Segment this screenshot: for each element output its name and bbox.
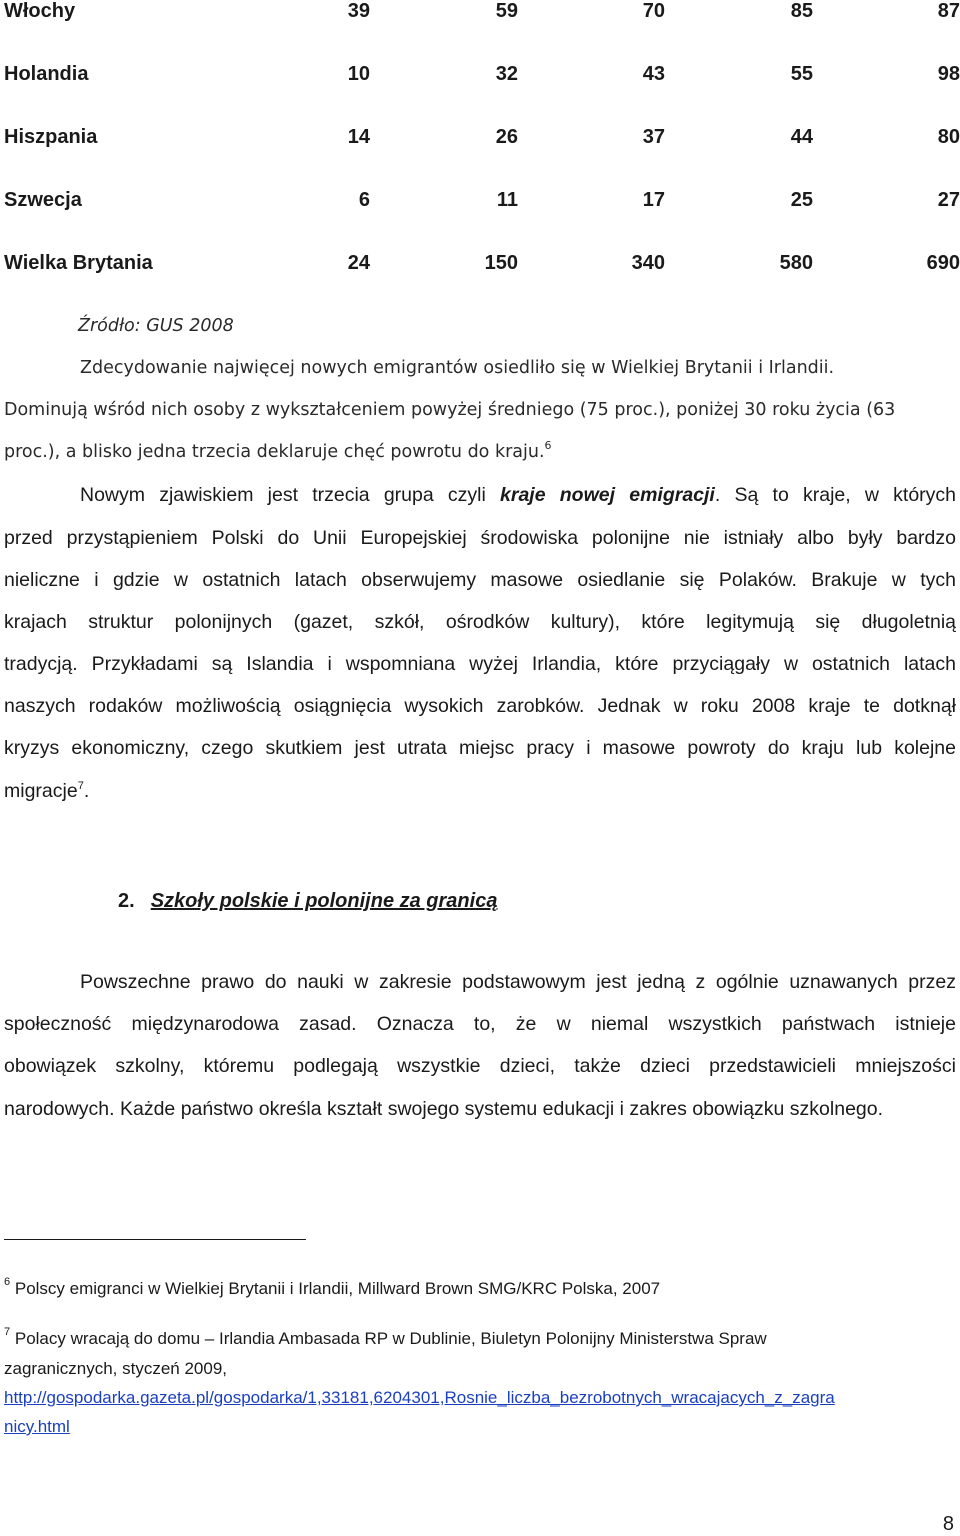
paragraph-line: nieliczne i gdzie w ostatnich latach obserwujemy masowe osiedlanie się Polaków. Brakuje w tych xyxy=(4,569,956,591)
footnote-text: Polscy emigranci w Wielkiej Brytanii i Irlandii, Millward Brown SMG/KRC Polska, 2007 xyxy=(14,1279,661,1298)
footnote-link[interactable]: nicy.html xyxy=(4,1417,70,1436)
table-row xyxy=(4,122,960,152)
section-heading xyxy=(118,886,497,916)
table-cell: 55 xyxy=(790,63,813,85)
paragraph-text: . Są to kraje, w których xyxy=(714,484,956,506)
paragraph-line: krajach struktur polonijnych (gazet, szkół, ośrodków kultury), które legitymują się długoletnią xyxy=(4,611,956,633)
paragraph-line xyxy=(4,438,552,466)
country-name: Holandia xyxy=(4,63,89,85)
country-name: Włochy xyxy=(4,0,76,22)
table-cell: 690 xyxy=(926,252,960,274)
footnote-text: Polacy wracają do domu – Irlandia Ambasada RP w Dublinie, Biuletyn Polonijny Ministerstwa Spraw xyxy=(14,1329,767,1348)
footnote-ref[interactable]: 7 xyxy=(77,780,84,792)
table-cell: 44 xyxy=(790,126,813,148)
paragraph-line: tradycją. Przykładami są Islandia i wspomniana wyżej Irlandia, które przyciągały w ostatnich latach xyxy=(4,653,956,675)
page-number: 8 xyxy=(942,1513,954,1535)
table-cell: 80 xyxy=(937,126,960,148)
table-cell: 6 xyxy=(358,189,370,211)
footnote-number: 7 xyxy=(4,1326,11,1338)
paragraph-line: obowiązek szkolny, któremu podlegają wszystkie dzieci, także dzieci przedstawicieli mniejszości xyxy=(4,1055,956,1077)
table-cell: 340 xyxy=(631,252,665,274)
footnote-link[interactable]: http://gospodarka.gazeta.pl/gospodarka/1,33181,6204301,Rosnie_liczba_bezrobotnych_wracajacych_z_zagra xyxy=(4,1388,835,1407)
table-cell: 24 xyxy=(347,252,370,274)
table-cell: 14 xyxy=(347,126,370,148)
paragraph-text: migracje xyxy=(4,780,78,802)
footnote-separator xyxy=(4,1239,306,1240)
footnote-6 xyxy=(4,1276,660,1302)
paragraph-line: Zdecydowanie najwięcej nowych emigrantów osiedliło się w Wielkiej Brytanii i Irlandii. xyxy=(80,358,835,378)
paragraph-line: społeczność międzynarodowa zasad. Oznacza to, że w niemal wszystkich państwach istnieje xyxy=(4,1013,956,1035)
table-cell: 59 xyxy=(495,0,518,22)
emphasis-text: kraje nowej emigracji xyxy=(500,484,715,506)
table-cell: 25 xyxy=(790,189,813,211)
table-cell: 10 xyxy=(347,63,370,85)
table-cell: 17 xyxy=(642,189,665,211)
table-row xyxy=(4,185,960,215)
footnote-ref[interactable]: 6 xyxy=(544,439,552,452)
footnote-7 xyxy=(4,1326,767,1352)
paragraph-text: . xyxy=(83,780,90,802)
table-cell: 43 xyxy=(642,63,665,85)
table-cell: 580 xyxy=(779,252,813,274)
paragraph-line: narodowych. Każde państwo określa kształt swojego systemu edukacji i zakres obowiązku szkolnego. xyxy=(4,1098,884,1120)
paragraph-line: Powszechne prawo do nauki w zakresie podstawowym jest jedną z ogólnie uznawanych przez xyxy=(80,971,956,993)
footnote-text-line: zagranicznych, styczeń 2009, xyxy=(4,1359,228,1378)
table-source: Źródło: GUS 2008 xyxy=(78,316,234,336)
table-cell: 26 xyxy=(495,126,518,148)
table-cell: 39 xyxy=(347,0,370,22)
section-title: Szkoły polskie i polonijne za granicą xyxy=(150,890,498,912)
footnote-number: 6 xyxy=(4,1276,11,1288)
section-number: 2. xyxy=(118,890,135,912)
table-cell: 37 xyxy=(642,126,665,148)
table-row xyxy=(4,59,960,89)
paragraph-line: Dominują wśród nich osoby z wykształceniem powyżej średniego (75 proc.), poniżej 30 roku życia (63 xyxy=(4,400,896,420)
table-cell: 70 xyxy=(642,0,665,22)
table-cell: 150 xyxy=(484,252,518,274)
table-cell: 32 xyxy=(495,63,518,85)
table-row xyxy=(4,0,960,26)
country-name: Wielka Brytania xyxy=(4,252,153,274)
paragraph-line: przed przystąpieniem Polski do Unii Europejskiej środowiska polonijne nie istniały albo były bardzo xyxy=(4,527,956,549)
table-cell: 27 xyxy=(937,189,960,211)
table-cell: 85 xyxy=(790,0,813,22)
country-name: Hiszpania xyxy=(4,126,98,148)
paragraph-line xyxy=(4,777,89,805)
table-cell: 87 xyxy=(937,0,960,22)
paragraph-text: Nowym zjawiskiem jest trzecia grupa czyli xyxy=(80,484,486,506)
paragraph-line: naszych rodaków możliwością osiągnięcia wysokich zarobków. Jednak w roku 2008 kraje te dotknął xyxy=(4,695,956,717)
table-row xyxy=(4,248,960,278)
paragraph-line: kryzys ekonomiczny, czego skutkiem jest utrata miejsc pracy i masowe powroty do kraju lub kolejne xyxy=(4,737,956,759)
paragraph-text: proc.), a blisko jedna trzecia deklaruje chęć powrotu do kraju. xyxy=(4,442,545,462)
country-name: Szwecja xyxy=(4,189,82,211)
table-cell: 98 xyxy=(937,63,960,85)
paragraph-line xyxy=(80,481,956,509)
table-cell: 11 xyxy=(496,189,518,211)
